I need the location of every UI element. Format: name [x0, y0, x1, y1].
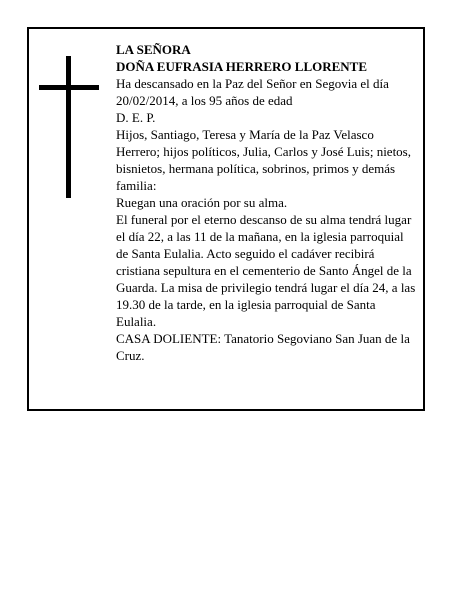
notice-text [116, 41, 418, 364]
prayer-request: Ruegan una oración por su alma. [116, 195, 288, 210]
title-line: LA SEÑORA [116, 42, 191, 57]
latin-cross-icon [39, 56, 99, 198]
funeral-details: El funeral por el eterno descanso de su alma tendrá lugar el día 22, a las 11 de la mañana, en la iglesia parroquial de Santa Eulalia. Acto seguido el cadáver recibirá cristiana sepultura en el cementerio de Santo Ángel de la Guarda. La misa de privilegio tendrá lugar el día 24, a las 19.30 de la tarde, en la iglesia parroquial de Santa Eulalia. [116, 212, 416, 329]
mourning-house: CASA DOLIENTE: Tanatorio Segoviano San Juan de la Cruz. [116, 331, 410, 363]
cross-horizontal-bar [39, 85, 99, 90]
cross-vertical-bar [66, 56, 71, 198]
rip-text: D. E. P. [116, 110, 156, 125]
obituary-notice [27, 27, 425, 411]
death-info: Ha descansado en la Paz del Señor en Segovia el día 20/02/2014, a los 95 años de edad [116, 76, 389, 108]
family-list: Hijos, Santiago, Teresa y María de la Paz Velasco Herrero; hijos políticos, Julia, Carlos y José Luis; nietos, bisnietos, hermana política, sobrinos, primos y demás familia: [116, 127, 411, 193]
deceased-name: DOÑA EUFRASIA HERRERO LLORENTE [116, 59, 368, 74]
